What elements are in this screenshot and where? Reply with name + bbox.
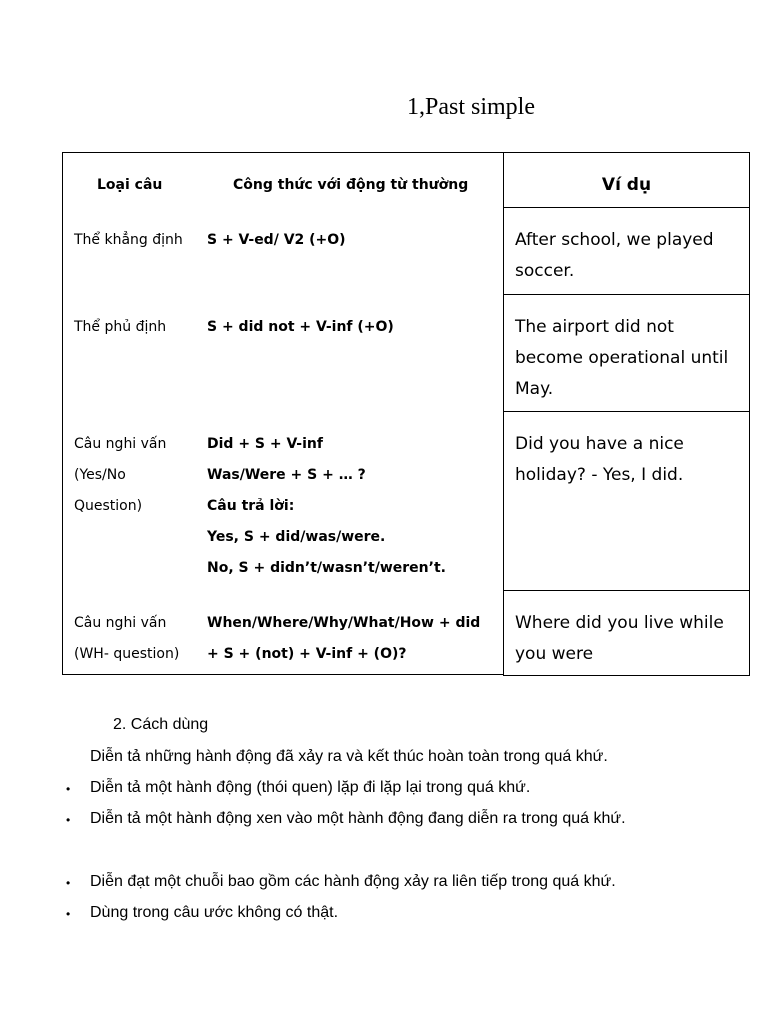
example-cell-4 (503, 590, 750, 676)
row2-formula: S + did not + V-inf (+O) (207, 319, 394, 335)
header-example: Ví dụ (601, 175, 652, 195)
row1-formula: S + V-ed/ V2 (+O) (207, 232, 346, 248)
usage-bullet-3: Diễn đạt một chuỗi bao gồm các hành động xảy ra liên tiếp trong quá khứ. (90, 873, 616, 890)
header-formula: Công thức với động từ thường (233, 177, 469, 193)
row1-type: Thể khẳng định (74, 232, 183, 248)
bullet-icon: • (66, 907, 71, 921)
example-cell-1 (503, 207, 750, 295)
example-header-cell (503, 152, 750, 208)
row2-type: Thể phủ định (74, 319, 167, 335)
row4-type: Câu nghi vấn (WH- question) (74, 615, 180, 662)
usage-heading: 2. Cách dùng (113, 716, 209, 733)
page-title: 1,Past simple (407, 94, 536, 120)
example-cell-2 (503, 294, 750, 412)
example-negative: The airport did not become operational until May. (515, 317, 729, 399)
usage-intro: Diễn tả những hành động đã xảy ra và kết thúc hoàn toàn trong quá khứ. (90, 748, 608, 765)
usage-bullet-1: Diễn tả một hành động (thói quen) lặp đi lặp lại trong quá khứ. (90, 779, 531, 796)
header-sentence-type: Loại câu (97, 177, 163, 193)
example-wh: Where did you live while you were (515, 613, 724, 664)
bullet-icon: • (66, 876, 71, 890)
usage-bullet-4: Dùng trong câu ước không có thật. (90, 904, 339, 921)
bullet-icon: • (66, 813, 71, 827)
example-affirmative: After school, we played soccer. (515, 230, 714, 281)
row3-formula: Did + S + V-inf Was/Were + S + … ? Câu trả lời: Yes, S + did/was/were. No, S + didn’t/wasn’t/weren’t. (207, 436, 446, 576)
bullet-icon: • (66, 782, 71, 796)
example-column (503, 152, 750, 676)
row3-type: Câu nghi vấn (Yes/No Question) (74, 436, 167, 514)
row4-formula: When/Where/Why/What/How + did + S + (not) + V-inf + (O)? (207, 615, 481, 662)
usage-bullet-2: Diễn tả một hành động xen vào một hành động đang diễn ra trong quá khứ. (90, 810, 626, 827)
example-yes-no: Did you have a nice holiday? - Yes, I did. (515, 434, 684, 485)
example-cell-3 (503, 411, 750, 591)
